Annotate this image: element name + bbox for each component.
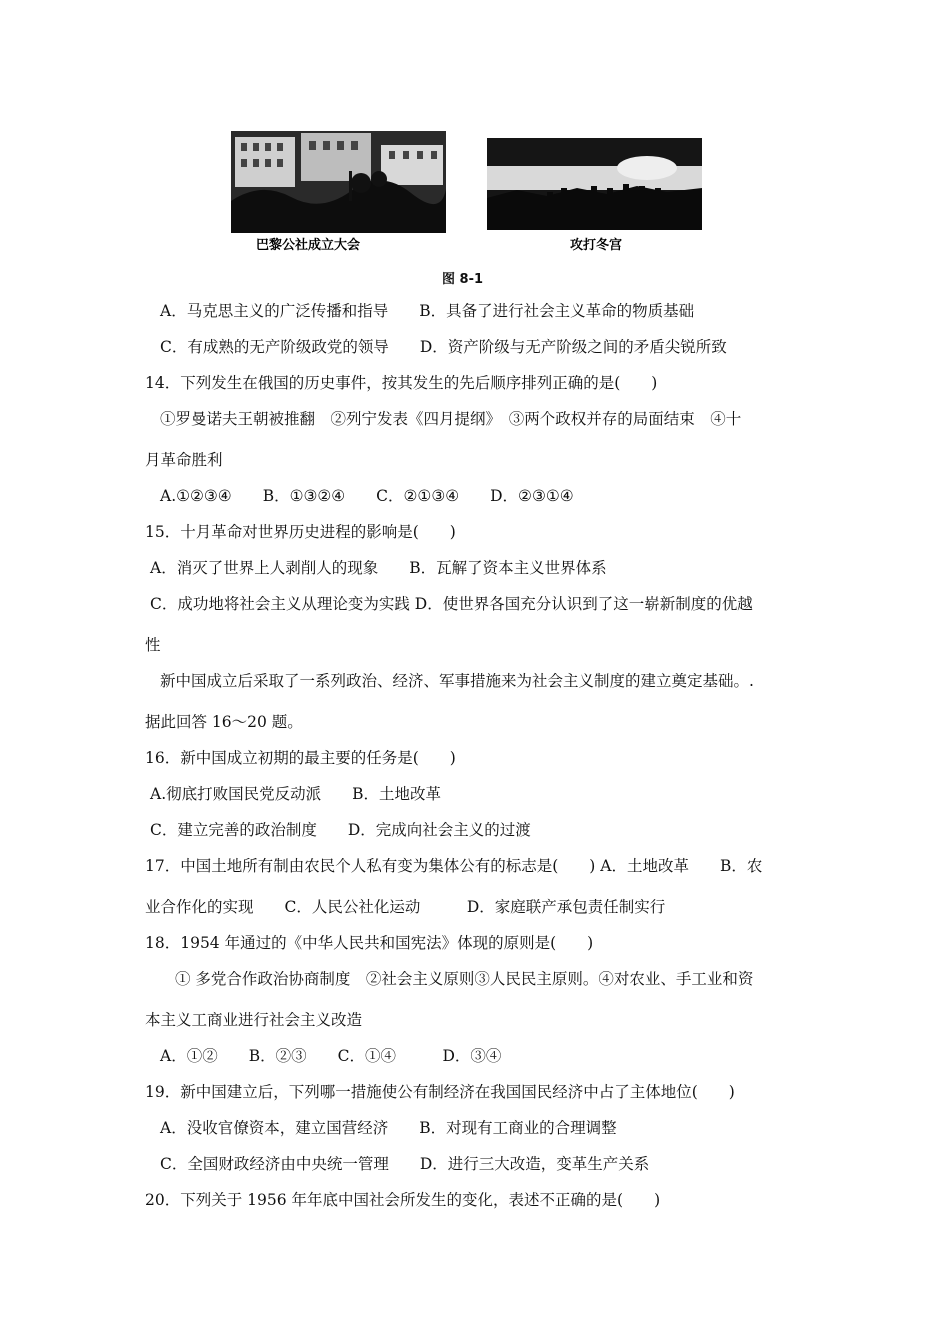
q18-items-line1: ① 多党合作政治协商制度 ②社会主义原则③人民民主原则。④对农业、手工业和资 (175, 970, 754, 988)
q19-options-cd: C．全国财政经济由中央统一管理 D．进行三大改造，变革生产关系 (160, 1155, 650, 1173)
q15-options-cd: C．成功地将社会主义从理论变为实践 D．使世界各国充分认识到了这一崭新制度的优越 (150, 595, 753, 613)
winter-palace-illustration (487, 138, 702, 230)
q19-options-ab: A．没收官僚资本，建立国营经济 B．对现有工商业的合理调整 (160, 1119, 617, 1137)
paris-commune-photo (231, 131, 446, 233)
passage-line1: 新中国成立后采取了一系列政治、经济、军事措施来为社会主义制度的建立奠定基础。. (160, 672, 754, 690)
q15-options-ab: A．消灭了世界上人剥削人的现象 B．瓦解了资本主义世界体系 (150, 559, 607, 577)
q14-items-line1: ①罗曼诺夫王朝被推翻 ②列宁发表《四月提纲》 ③两个政权并存的局面结束 ④十 (160, 410, 742, 428)
q14-items-line2: 月革命胜利 (145, 451, 223, 469)
right-photo-caption: 攻打冬宫 (570, 238, 623, 253)
paris-commune-illustration (231, 131, 446, 233)
q17-stem: 17．中国土地所有制由农民个人私有变为集体公有的标志是( ) A．土地改革 B．农 (145, 857, 763, 875)
q18-options: A．①② B．②③ C．①④ D．③④ (160, 1047, 502, 1065)
q16-options-ab: A.彻底打败国民党反动派 B．土地改革 (150, 785, 442, 803)
q20-stem: 20．下列关于 1956 年年底中国社会所发生的变化，表述不正确的是( ) (145, 1191, 661, 1209)
q14-options: A.①②③④ B．①③②④ C．②①③④ D．②③①④ (160, 487, 574, 505)
q18-items-line2: 本主义工商业进行社会主义改造 (145, 1011, 363, 1029)
q13-options-ab: A．马克思主义的广泛传播和指导 B．具备了进行社会主义革命的物质基础 (160, 302, 695, 320)
q15-options-cd-cont: 性 (145, 636, 161, 654)
winter-palace-photo (487, 138, 702, 230)
left-photo-caption: 巴黎公社成立大会 (256, 238, 361, 253)
figure-label: 图 8-1 (442, 272, 484, 287)
q17-options: 业合作化的实现 C．人民公社化运动 D．家庭联产承包责任制实行 (145, 898, 666, 916)
q15-stem: 15．十月革命对世界历史进程的影响是( ) (145, 523, 456, 541)
q18-stem: 18．1954 年通过的《中华人民共和国宪法》体现的原则是( ) (145, 934, 594, 952)
q16-stem: 16．新中国成立初期的最主要的任务是( ) (145, 749, 456, 767)
q13-options-cd: C．有成熟的无产阶级政党的领导 D．资产阶级与无产阶级之间的矛盾尖锐所致 (160, 338, 727, 356)
q19-stem: 19．新中国建立后，下列哪一措施使公有制经济在我国国民经济中占了主体地位( ) (145, 1083, 735, 1101)
passage-line2: 据此回答 16～20 题。 (145, 713, 303, 731)
q16-options-cd: C．建立完善的政治制度 D．完成向社会主义的过渡 (150, 821, 531, 839)
q14-stem: 14．下列发生在俄国的历史事件，按其发生的先后顺序排列正确的是( ) (145, 374, 658, 392)
